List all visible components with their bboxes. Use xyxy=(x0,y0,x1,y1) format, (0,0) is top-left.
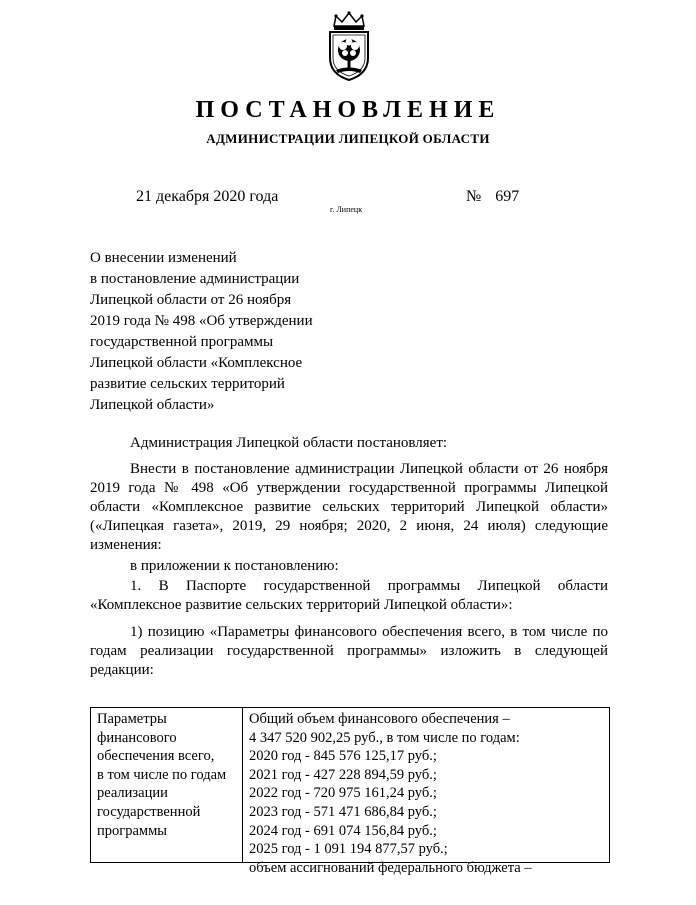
financing-table xyxy=(90,707,610,876)
cell-line: реализации xyxy=(97,785,168,802)
table-cell-parameter xyxy=(91,708,243,862)
document-heading xyxy=(90,248,360,416)
heading-line: Липецкой области» xyxy=(90,397,215,413)
document-subtitle: АДМИНИСТРАЦИИ ЛИПЕЦКОЙ ОБЛАСТИ xyxy=(206,131,490,146)
heading-line: 2019 года № 498 «Об утверждении xyxy=(90,313,313,329)
paragraph-amend: Внести в постановление администрации Липецкой области от 26 ноября 2019 года № 498 «Об утверждении государственной программы Липецкой области «Комплексное развитие сельских территорий Липецкой области» («Липецкая газета», 2019, 29 ноября; 2020, 2 июня, 24 июля) следующие изменения: xyxy=(90,461,608,553)
cell-line: в том числе по годам xyxy=(97,766,227,783)
heading-line: О внесении изменений xyxy=(90,250,237,266)
document-date: 21 декабря 2020 года xyxy=(136,188,279,205)
cell-line: 2025 год - 1 091 194 877,57 руб.; xyxy=(249,841,448,858)
heading-line: в постановление администрации xyxy=(90,271,300,287)
document-number xyxy=(466,188,519,206)
cell-line: 2023 год - 571 471 686,84 руб.; xyxy=(249,803,437,820)
paragraph-position: 1) позицию «Параметры финансового обеспечения всего, в том числе по годам реализации государственной программы» изложить в следующей редакции: xyxy=(90,624,608,678)
cell-line: 2022 год - 720 975 161,24 руб.; xyxy=(249,785,437,802)
paragraph-appendix: в приложении к постановлению: xyxy=(130,558,339,574)
cell-line: обеспечения всего, xyxy=(97,748,215,765)
cell-line: Параметры xyxy=(97,711,167,727)
paragraph-resolves: Администрация Липецкой области постановляет: xyxy=(130,435,448,451)
cell-line: программы xyxy=(97,822,167,839)
cell-line: 2020 год - 845 576 125,17 руб.; xyxy=(249,748,437,765)
paragraph-passport: 1. В Паспорте государственной программы Липецкой области «Комплексное развитие сельских территорий Липецкой области»: xyxy=(90,578,608,613)
document-title: ПОСТАНОВЛЕНИЕ xyxy=(195,97,501,123)
cell-line: финансового xyxy=(97,729,177,746)
cell-line: 2024 год - 691 074 156,84 руб.; xyxy=(249,822,437,839)
cell-line: государственной xyxy=(97,803,201,820)
document-city: г. Липецк xyxy=(330,205,363,214)
number-sign: № xyxy=(466,188,482,205)
number-value: 697 xyxy=(495,188,520,205)
heading-line: Липецкой области «Комплексное xyxy=(90,355,303,371)
heading-line: государственной программы xyxy=(90,334,274,350)
cell-line: объем ассигнований федерального бюджета – xyxy=(249,859,532,876)
cell-line: Общий объем финансового обеспечения – xyxy=(249,711,510,727)
cell-line: 4 347 520 902,25 руб., в том числе по годам: xyxy=(249,729,520,746)
heading-line: развитие сельских территорий xyxy=(90,376,285,392)
coat-of-arms-icon xyxy=(322,10,376,82)
cell-line: 2021 год - 427 228 894,59 руб.; xyxy=(249,766,437,783)
table-cell-values xyxy=(243,708,609,876)
heading-line: Липецкой области от 26 ноября xyxy=(90,292,292,308)
